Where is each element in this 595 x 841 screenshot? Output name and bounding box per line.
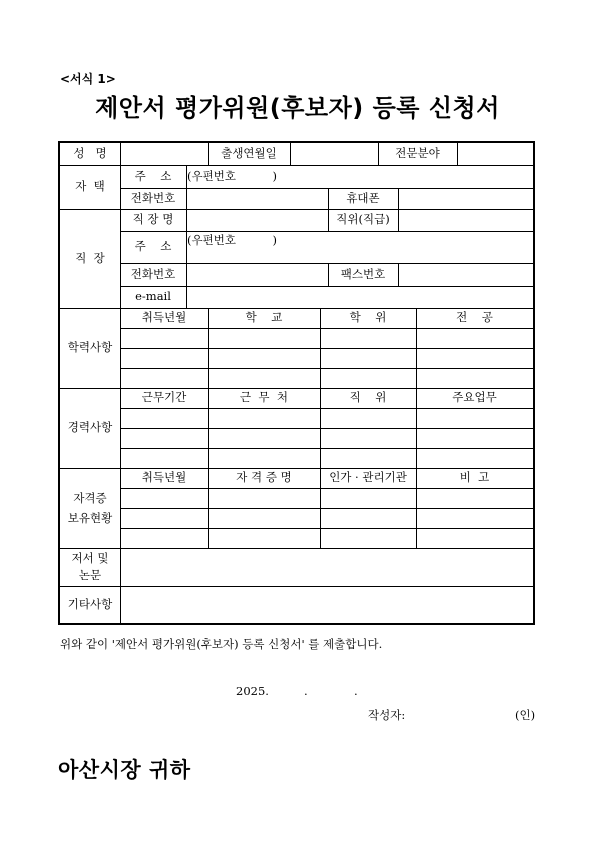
name-label: 성 명	[73, 146, 107, 161]
work-address-label: 주 소	[134, 239, 172, 254]
license-header-authority: 인가 · 관리기관	[329, 470, 407, 485]
mobile-field[interactable]	[399, 188, 533, 209]
license-header-date: 취득년월	[141, 470, 187, 485]
education-header-major: 전 공	[456, 310, 493, 325]
addressee: 아산시장 귀하	[58, 758, 191, 782]
date-day-dot: .	[354, 684, 358, 698]
publications-label	[60, 548, 120, 586]
work-phone-label: 전화번호	[130, 266, 176, 281]
fax-field[interactable]	[399, 263, 533, 286]
license-label-line1: 자격증	[73, 491, 107, 505]
mobile-label: 휴대폰	[346, 190, 380, 205]
work-phone-field[interactable]	[187, 263, 328, 286]
career-label: 경력사항	[67, 420, 113, 435]
education-header-date: 취득년월	[141, 310, 187, 325]
etc-field[interactable]	[121, 586, 533, 623]
career-header-position: 직 위	[349, 390, 387, 405]
home-phone-label: 전화번호	[130, 190, 176, 205]
name-field[interactable]	[121, 143, 208, 165]
date-year: 2025.	[236, 684, 269, 698]
etc-label: 기타사항	[67, 596, 113, 611]
company-field[interactable]	[187, 209, 328, 231]
application-form-table	[58, 141, 535, 625]
company-label: 직 장 명	[132, 212, 174, 227]
submission-statement: 위와 같이 '제안서 평가위원(후보자) 등록 신청서' 를 제출합니다.	[60, 637, 383, 651]
page-title: 제안서 평가위원(후보자) 등록 신청서	[95, 94, 500, 122]
license-label	[60, 468, 120, 548]
signer-label: 작성자:	[368, 708, 406, 722]
position-field[interactable]	[399, 209, 533, 231]
form-number: <서식 1>	[60, 72, 116, 86]
email-field[interactable]	[187, 286, 533, 308]
birthdate-label: 출생연월일	[221, 146, 277, 161]
education-header-school: 학 교	[245, 310, 283, 325]
specialty-field[interactable]	[458, 143, 533, 165]
work-address-field[interactable]: (우편번호 )	[187, 233, 277, 248]
email-label: e-mail	[135, 289, 171, 304]
career-header-duties: 주요업무	[452, 390, 497, 405]
date-month-dot: .	[304, 684, 308, 698]
work-label: 직 장	[75, 250, 105, 265]
home-address-label: 주 소	[134, 168, 172, 183]
home-address-field[interactable]: (우편번호 )	[187, 168, 277, 183]
license-header-remarks: 비 고	[459, 470, 490, 485]
career-header-workplace: 근 무 처	[240, 390, 288, 405]
publications-field[interactable]	[121, 548, 533, 586]
birthdate-field[interactable]	[291, 143, 378, 165]
home-label: 자 택	[75, 179, 105, 194]
publications-label-line2: 논문	[78, 568, 102, 582]
position-label: 직위(직급)	[336, 212, 390, 227]
publications-label-line1: 저서 및	[71, 551, 109, 565]
seal-mark: (인)	[515, 708, 536, 722]
education-label: 학력사항	[67, 340, 113, 355]
education-header-degree: 학 위	[349, 310, 387, 325]
specialty-label: 전문분야	[395, 146, 440, 161]
license-label-line2: 보유현황	[67, 511, 113, 525]
license-header-name: 자 격 증 명	[236, 470, 292, 485]
home-phone-field[interactable]	[187, 188, 328, 209]
career-header-period: 근무기간	[141, 390, 187, 405]
fax-label: 팩스번호	[340, 266, 386, 281]
